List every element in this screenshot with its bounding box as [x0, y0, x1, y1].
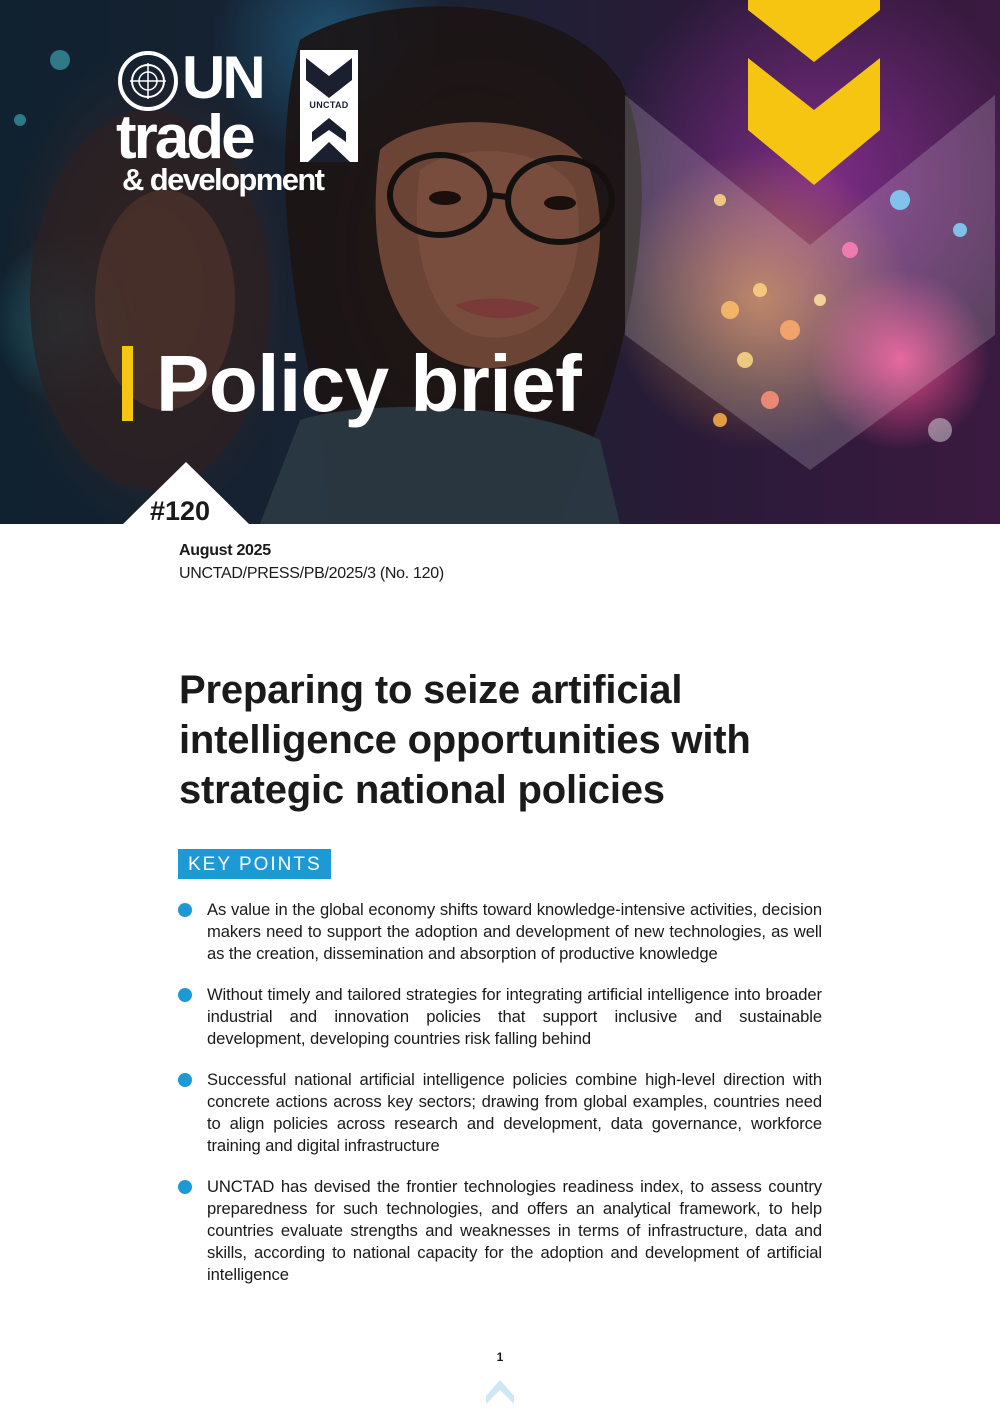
- bullet-icon: [178, 1180, 192, 1194]
- un-trade-development-logo: [116, 44, 363, 198]
- key-points-label: KEY POINTS: [178, 849, 331, 879]
- hero-banner: [0, 0, 1000, 524]
- policy-brief-title: Policy brief: [156, 339, 582, 428]
- document-reference: UNCTAD/PRESS/PB/2025/3 (No. 120): [179, 565, 444, 582]
- key-point-text: Successful national artificial intelligence policies combine high-level direction with concrete actions across key sectors; drawing from global examples, countries need to align policies across research and development, data governance, workforce training and digital infrastructure: [207, 1070, 822, 1155]
- bullet-icon: [178, 1073, 192, 1087]
- key-point-item: [177, 984, 822, 1050]
- publication-date: August 2025: [179, 542, 271, 559]
- unctad-label: UNCTAD: [309, 100, 349, 110]
- policy-brief-accent-bar: [122, 346, 133, 421]
- logo-un-text: UN: [182, 44, 263, 111]
- footer-chevron-icon: [484, 1374, 516, 1404]
- key-point-item: [177, 899, 822, 965]
- key-point-text: Without timely and tailored strategies for integrating artificial intelligence into broader industrial and innovation policies that support inclusive and sustainable development, developing countries risk falling behind: [207, 985, 822, 1048]
- page-number: 1: [496, 1350, 504, 1364]
- key-points-list: [177, 899, 822, 1305]
- logo-development-text: & development: [122, 162, 324, 197]
- issue-number: #120: [150, 496, 211, 524]
- bullet-icon: [178, 988, 192, 1002]
- key-point-item: [177, 1176, 822, 1286]
- logo-trade-text: trade: [116, 103, 253, 172]
- bullet-icon: [178, 903, 192, 917]
- document-title: Preparing to seize artificial intelligence opportunities with strategic national policies: [179, 668, 751, 812]
- key-point-item: [177, 1069, 822, 1157]
- chevron-graphic: [620, 0, 1000, 480]
- key-point-text: As value in the global economy shifts toward knowledge-intensive activities, decision makers need to support the adoption and development of new technologies, as well as the creation, dissemination and absorption of productive knowledge: [207, 900, 822, 963]
- key-point-text: UNCTAD has devised the frontier technologies readiness index, to assess country preparedness for such technologies, and offers an analytical framework, to help countries evaluate strengths and weaknesses in terms of infrastructure, data and skills, according to national capacity for the adoption and development of artificial intelligence: [207, 1177, 822, 1284]
